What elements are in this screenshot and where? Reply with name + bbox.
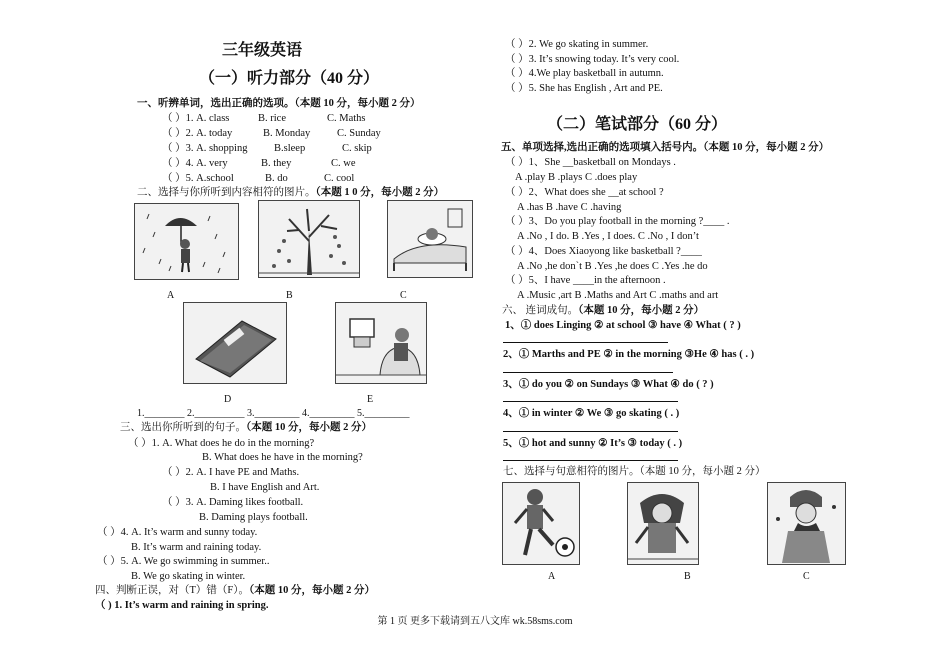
s3-q4-b: B. It’s warm and raining today. bbox=[131, 542, 262, 553]
section-2-heading-points: （本题 1 0 分，每小题 2 分） bbox=[315, 187, 445, 198]
picture-music-book bbox=[183, 302, 287, 384]
s6-q3-answer-line[interactable] bbox=[503, 395, 678, 402]
s6-q1-answer-line[interactable] bbox=[503, 336, 668, 343]
picture-label-e: E bbox=[367, 394, 374, 405]
s6-q3: 3、① do you ② on Sundays ③ What ④ do ( ? ) bbox=[503, 379, 714, 390]
picture-girl-windy bbox=[627, 482, 699, 565]
s4-q2: （ ）2. We go skating in summer. bbox=[505, 39, 649, 50]
s3-q4-a: （ ）4. A. It’s warm and sunny today. bbox=[97, 527, 258, 538]
section-7-heading: 七、选择与句意相符的图片。（本题 10 分，每小题 2 分） bbox=[503, 466, 766, 477]
s6-q5-answer-line[interactable] bbox=[503, 454, 678, 461]
s6-q2: 2、① Marths and PE ② in the morning ③He ④ has ( . ) bbox=[503, 349, 755, 360]
sleeping-icon bbox=[388, 201, 472, 277]
section-2-answer-blanks[interactable]: 1.________ 2.__________ 3._________ 4._________ 5._________ bbox=[137, 408, 410, 419]
s1-q2-a: （ ）2. A. today bbox=[162, 128, 233, 139]
picture-sleeping bbox=[387, 200, 473, 278]
s4-q1: （ ) 1. It’s warm and raining in spring. bbox=[95, 600, 269, 611]
s6-q1: 1、① does Linging ② at school ③ have ④ What ( ? ) bbox=[505, 320, 741, 331]
s1-q1-a: （ ）1. A. class bbox=[162, 113, 230, 124]
s6-q5: 5、① hot and sunny ② It’s ③ today ( . ) bbox=[503, 438, 683, 449]
s1-q4-b: B. they bbox=[261, 158, 292, 169]
section-3-heading-text: 三、选出你所听到的句子。 bbox=[120, 422, 246, 433]
s3-q2-a: （ ）2. A. I have PE and Maths. bbox=[162, 467, 300, 478]
section-6-heading bbox=[502, 304, 704, 318]
s3-q1-a: （ ）1. A. What does he do in the morning? bbox=[128, 438, 315, 449]
s5-q5-options: A .Music ,art B .Maths and Art C .maths and art bbox=[517, 290, 719, 301]
picture-autumn-tree bbox=[258, 200, 360, 278]
s1-q2-b: B. Monday bbox=[263, 128, 311, 139]
section-4-heading-points: （本题 10 分，每小题 2 分） bbox=[249, 585, 376, 596]
s1-q5-b: B. do bbox=[265, 173, 288, 184]
s4-q3: （ ）3. It’s snowing today. It’s very cool. bbox=[505, 54, 680, 65]
watching-tv-icon bbox=[336, 303, 426, 383]
rain-umbrella-icon bbox=[135, 204, 238, 279]
s1-q3-b: B.sleep bbox=[274, 143, 306, 154]
girl-windy-icon bbox=[628, 483, 698, 564]
s1-q3-a: （ ）3. A. shopping bbox=[162, 143, 248, 154]
picture-rain-umbrella bbox=[134, 203, 239, 280]
s5-q2-options: A .has B .have C .having bbox=[517, 202, 622, 213]
s5-q2: （ ）2、What does she __at school ? bbox=[505, 187, 664, 198]
s3-q5-b: B. We go skating in winter. bbox=[131, 571, 246, 582]
girl-winter-icon bbox=[768, 483, 845, 564]
s3-q5-a: （ ）5. A. We go swimming in summer.. bbox=[97, 556, 270, 567]
picture-girl-winter bbox=[767, 482, 846, 565]
picture-watching-tv bbox=[335, 302, 427, 384]
s4-q5: （ ）5. She has English , Art and PE. bbox=[505, 83, 663, 94]
section-4-heading-text: 四、判断正误，对（T）错（F）。 bbox=[95, 585, 250, 596]
s1-q5-a: （ ）5. A.school bbox=[162, 173, 234, 184]
section-1-heading: 一、听辨单词，选出正确的选项。（本题 10 分，每小题 2 分） bbox=[137, 98, 421, 109]
s1-q1-c: C. Maths bbox=[327, 113, 366, 124]
autumn-tree-icon bbox=[259, 201, 359, 277]
s1-q3-c: C. skip bbox=[342, 143, 372, 154]
boy-football-icon bbox=[503, 483, 579, 564]
s7-picture-label-c: C bbox=[803, 571, 810, 582]
s5-q4-options: A .No ,he don`t B .Yes ,he does C .Yes .he do bbox=[517, 261, 708, 272]
s1-q4-a: （ ）4. A. very bbox=[162, 158, 228, 169]
section-3-heading-points: （本题 10 分，每小题 2 分） bbox=[246, 422, 372, 433]
section-6-heading-points: （本题 10 分，每小题 2 分） bbox=[578, 305, 705, 316]
section-2-heading-text: 二、选择与你所听到内容相符的图片。 bbox=[137, 187, 316, 198]
s3-q3-b: B. Daming plays football. bbox=[199, 512, 308, 523]
s6-q2-answer-line[interactable] bbox=[503, 366, 673, 373]
s6-q4: 4、① in winter ② We ③ go skating ( . ) bbox=[503, 408, 680, 419]
section-4-heading bbox=[95, 584, 375, 598]
section-3-heading bbox=[120, 421, 372, 435]
s3-q2-b: B. I have English and Art. bbox=[210, 482, 320, 493]
music-book-icon bbox=[184, 303, 286, 383]
s1-q2-c: C. Sunday bbox=[337, 128, 381, 139]
s5-q3-options: A .No , I do. B .Yes , I does. C .No , I don’t bbox=[517, 231, 699, 242]
s7-picture-label-b: B bbox=[684, 571, 691, 582]
listening-section-title: （一）听力部分（40 分） bbox=[199, 70, 380, 87]
s3-q1-b: B. What does he have in the morning? bbox=[202, 452, 363, 463]
s5-q4: （ ）4、Does Xiaoyong like basketball ?____ bbox=[505, 246, 702, 257]
s1-q4-c: C. we bbox=[331, 158, 356, 169]
s6-q4-answer-line[interactable] bbox=[503, 425, 678, 432]
s4-q4: （ ）4.We play basketball in autumn. bbox=[505, 68, 664, 79]
s5-q3: （ ）3、Do you play football in the morning ?____ . bbox=[505, 216, 730, 227]
picture-label-b: B bbox=[286, 290, 293, 301]
picture-label-a: A bbox=[167, 290, 175, 301]
s5-q1-options: A .play B .plays C .does play bbox=[515, 172, 638, 183]
section-2-heading bbox=[137, 186, 444, 200]
s5-q1: （ ）1、She __basketball on Mondays . bbox=[505, 157, 676, 168]
page-footer: 第 1 页 更多下载请到五八文库 wk.58sms.com bbox=[377, 616, 573, 627]
s5-q5: （ ）5、I have ____in the afternoon . bbox=[505, 275, 666, 286]
picture-label-c: C bbox=[400, 290, 407, 301]
picture-boy-football bbox=[502, 482, 580, 565]
written-section-title: （二）笔试部分（60 分） bbox=[547, 116, 728, 133]
picture-label-d: D bbox=[224, 394, 232, 405]
s7-picture-label-a: A bbox=[548, 571, 556, 582]
page-title: 三年级英语 bbox=[222, 42, 303, 59]
s1-q1-b: B. rice bbox=[258, 113, 286, 124]
s3-q3-a: （ ）3. A. Daming likes football. bbox=[162, 497, 304, 508]
section-6-heading-text: 六、 连词成句。 bbox=[502, 305, 579, 316]
s1-q5-c: C. cool bbox=[324, 173, 355, 184]
section-5-heading: 五、单项选择,选出正确的选项填入括号内。（本题 10 分，每小题 2 分） bbox=[501, 142, 830, 153]
